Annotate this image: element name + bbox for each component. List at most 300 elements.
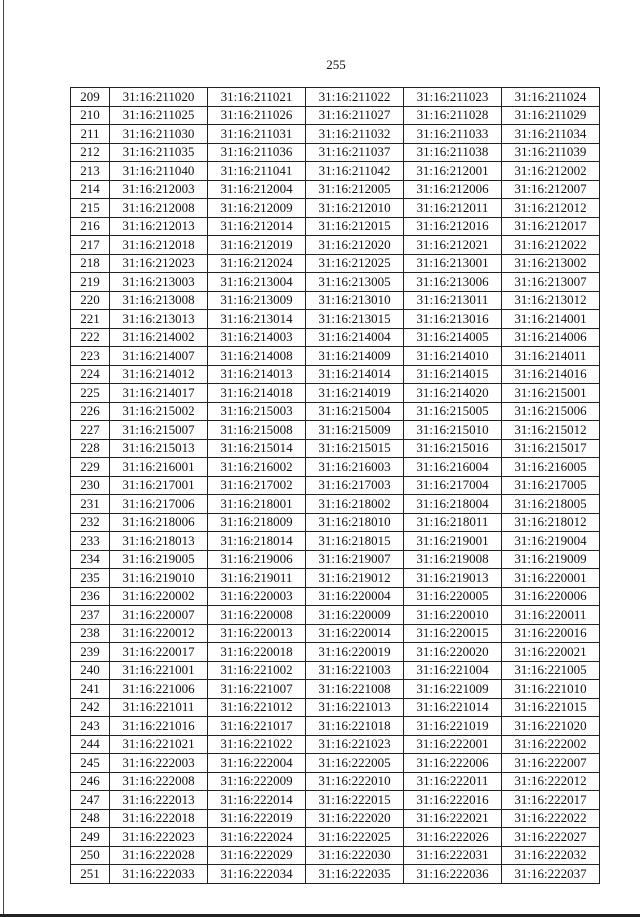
cadastral-number-cell: 31:16:219008 bbox=[404, 550, 502, 569]
cadastral-number-cell: 31:16:218002 bbox=[306, 495, 404, 514]
cadastral-number-cell: 31:16:211025 bbox=[110, 106, 208, 125]
cadastral-number-cell: 31:16:215002 bbox=[110, 402, 208, 421]
row-number-cell: 241 bbox=[71, 680, 110, 699]
cadastral-number-cell: 31:16:221010 bbox=[502, 680, 600, 699]
cadastral-number-cell: 31:16:215012 bbox=[502, 421, 600, 440]
cadastral-number-cell: 31:16:211033 bbox=[404, 125, 502, 144]
cadastral-number-cell: 31:16:214014 bbox=[306, 365, 404, 384]
cadastral-number-cell: 31:16:221004 bbox=[404, 661, 502, 680]
cadastral-number-cell: 31:16:214011 bbox=[502, 347, 600, 366]
scan-edge-left bbox=[3, 0, 4, 917]
table-row bbox=[71, 717, 600, 736]
cadastral-number-cell: 31:16:211027 bbox=[306, 106, 404, 125]
cadastral-number-cell: 31:16:215005 bbox=[404, 402, 502, 421]
cadastral-number-cell: 31:16:213006 bbox=[404, 273, 502, 292]
cadastral-number-cell: 31:16:214006 bbox=[502, 328, 600, 347]
cadastral-number-cell: 31:16:211023 bbox=[404, 88, 502, 107]
cadastral-number-cell: 31:16:222002 bbox=[502, 735, 600, 754]
cadastral-number-cell: 31:16:219006 bbox=[208, 550, 306, 569]
cadastral-number-cell: 31:16:211040 bbox=[110, 162, 208, 181]
row-number-cell: 225 bbox=[71, 384, 110, 403]
table-row bbox=[71, 865, 600, 884]
cadastral-number-cell: 31:16:217005 bbox=[502, 476, 600, 495]
cadastral-number-cell: 31:16:211030 bbox=[110, 125, 208, 144]
cadastral-number-cell: 31:16:221021 bbox=[110, 735, 208, 754]
row-number-cell: 234 bbox=[71, 550, 110, 569]
cadastral-number-cell: 31:16:212005 bbox=[306, 180, 404, 199]
cadastral-number-cell: 31:16:211036 bbox=[208, 143, 306, 162]
cadastral-number-cell: 31:16:213004 bbox=[208, 273, 306, 292]
cadastral-number-cell: 31:16:219011 bbox=[208, 569, 306, 588]
cadastral-number-cell: 31:16:219004 bbox=[502, 532, 600, 551]
cadastral-number-cell: 31:16:214020 bbox=[404, 384, 502, 403]
row-number-cell: 251 bbox=[71, 865, 110, 884]
cadastral-number-cell: 31:16:212003 bbox=[110, 180, 208, 199]
table-row bbox=[71, 180, 600, 199]
cadastral-number-cell: 31:16:213013 bbox=[110, 310, 208, 329]
row-number-cell: 226 bbox=[71, 402, 110, 421]
cadastral-number-cell: 31:16:222013 bbox=[110, 791, 208, 810]
cadastral-number-cell: 31:16:214005 bbox=[404, 328, 502, 347]
cadastral-number-cell: 31:16:220007 bbox=[110, 606, 208, 625]
row-number-cell: 223 bbox=[71, 347, 110, 366]
cadastral-number-cell: 31:16:213005 bbox=[306, 273, 404, 292]
table-row bbox=[71, 106, 600, 125]
cadastral-number-cell: 31:16:220016 bbox=[502, 624, 600, 643]
cadastral-number-cell: 31:16:214009 bbox=[306, 347, 404, 366]
cadastral-number-cell: 31:16:213016 bbox=[404, 310, 502, 329]
cadastral-number-cell: 31:16:215008 bbox=[208, 421, 306, 440]
cadastral-number-cell: 31:16:214016 bbox=[502, 365, 600, 384]
table-row bbox=[71, 365, 600, 384]
table-row bbox=[71, 421, 600, 440]
cadastral-number-cell: 31:16:222020 bbox=[306, 809, 404, 828]
cadastral-number-cell: 31:16:211020 bbox=[110, 88, 208, 107]
table-row bbox=[71, 458, 600, 477]
cadastral-number-cell: 31:16:222022 bbox=[502, 809, 600, 828]
cadastral-number-cell: 31:16:214007 bbox=[110, 347, 208, 366]
row-number-cell: 248 bbox=[71, 809, 110, 828]
cadastral-number-cell: 31:16:212010 bbox=[306, 199, 404, 218]
cadastral-number-cell: 31:16:218011 bbox=[404, 513, 502, 532]
row-number-cell: 245 bbox=[71, 754, 110, 773]
cadastral-number-cell: 31:16:211037 bbox=[306, 143, 404, 162]
cadastral-number-cell: 31:16:213002 bbox=[502, 254, 600, 273]
cadastral-number-cell: 31:16:211039 bbox=[502, 143, 600, 162]
row-number-cell: 244 bbox=[71, 735, 110, 754]
cadastral-number-cell: 31:16:222001 bbox=[404, 735, 502, 754]
cadastral-number-cell: 31:16:220001 bbox=[502, 569, 600, 588]
cadastral-number-cell: 31:16:222005 bbox=[306, 754, 404, 773]
table-row bbox=[71, 791, 600, 810]
table-row bbox=[71, 291, 600, 310]
cadastral-number-cell: 31:16:212017 bbox=[502, 217, 600, 236]
cadastral-number-cell: 31:16:220018 bbox=[208, 643, 306, 662]
cadastral-number-cell: 31:16:220017 bbox=[110, 643, 208, 662]
table-row bbox=[71, 661, 600, 680]
cadastral-number-cell: 31:16:216004 bbox=[404, 458, 502, 477]
cadastral-number-cell: 31:16:222006 bbox=[404, 754, 502, 773]
cadastral-number-cell: 31:16:214004 bbox=[306, 328, 404, 347]
row-number-cell: 213 bbox=[71, 162, 110, 181]
cadastral-number-cell: 31:16:219009 bbox=[502, 550, 600, 569]
cadastral-number-cell: 31:16:221006 bbox=[110, 680, 208, 699]
cadastral-number-cell: 31:16:213010 bbox=[306, 291, 404, 310]
cadastral-number-cell: 31:16:220002 bbox=[110, 587, 208, 606]
cadastral-number-cell: 31:16:222014 bbox=[208, 791, 306, 810]
cadastral-number-cell: 31:16:213015 bbox=[306, 310, 404, 329]
cadastral-number-cell: 31:16:222025 bbox=[306, 828, 404, 847]
table-row bbox=[71, 88, 600, 107]
cadastral-number-cell: 31:16:222021 bbox=[404, 809, 502, 828]
row-number-cell: 211 bbox=[71, 125, 110, 144]
cadastral-number-cell: 31:16:211029 bbox=[502, 106, 600, 125]
row-number-cell: 233 bbox=[71, 532, 110, 551]
cadastral-number-cell: 31:16:214018 bbox=[208, 384, 306, 403]
cadastral-number-cell: 31:16:222008 bbox=[110, 772, 208, 791]
cadastral-number-cell: 31:16:213001 bbox=[404, 254, 502, 273]
cadastral-number-cell: 31:16:211024 bbox=[502, 88, 600, 107]
cadastral-number-cell: 31:16:214015 bbox=[404, 365, 502, 384]
cadastral-number-cell: 31:16:214019 bbox=[306, 384, 404, 403]
cadastral-number-cell: 31:16:217003 bbox=[306, 476, 404, 495]
cadastral-number-cell: 31:16:221014 bbox=[404, 698, 502, 717]
cadastral-number-cell: 31:16:218010 bbox=[306, 513, 404, 532]
cadastral-number-cell: 31:16:220020 bbox=[404, 643, 502, 662]
table-row bbox=[71, 495, 600, 514]
table-row bbox=[71, 606, 600, 625]
row-number-cell: 220 bbox=[71, 291, 110, 310]
cadastral-number-cell: 31:16:222027 bbox=[502, 828, 600, 847]
table-row bbox=[71, 809, 600, 828]
cadastral-number-cell: 31:16:211021 bbox=[208, 88, 306, 107]
cadastral-number-cell: 31:16:214017 bbox=[110, 384, 208, 403]
cadastral-number-cell: 31:16:213008 bbox=[110, 291, 208, 310]
cadastral-number-cell: 31:16:221005 bbox=[502, 661, 600, 680]
cadastral-number-cell: 31:16:220009 bbox=[306, 606, 404, 625]
cadastral-number-cell: 31:16:212022 bbox=[502, 236, 600, 255]
cadastral-number-cell: 31:16:216005 bbox=[502, 458, 600, 477]
cadastral-number-cell: 31:16:212013 bbox=[110, 217, 208, 236]
table-row bbox=[71, 143, 600, 162]
cadastral-number-cell: 31:16:222009 bbox=[208, 772, 306, 791]
row-number-cell: 228 bbox=[71, 439, 110, 458]
cadastral-number-cell: 31:16:212023 bbox=[110, 254, 208, 273]
row-number-cell: 240 bbox=[71, 661, 110, 680]
cadastral-number-cell: 31:16:220013 bbox=[208, 624, 306, 643]
cadastral-number-cell: 31:16:222023 bbox=[110, 828, 208, 847]
row-number-cell: 219 bbox=[71, 273, 110, 292]
cadastral-number-cell: 31:16:212024 bbox=[208, 254, 306, 273]
cadastral-number-cell: 31:16:222012 bbox=[502, 772, 600, 791]
cadastral-number-cell: 31:16:222031 bbox=[404, 846, 502, 865]
cadastral-number-cell: 31:16:213012 bbox=[502, 291, 600, 310]
cadastral-number-cell: 31:16:222007 bbox=[502, 754, 600, 773]
cadastral-number-cell: 31:16:212015 bbox=[306, 217, 404, 236]
cadastral-number-cell: 31:16:212011 bbox=[404, 199, 502, 218]
cadastral-number-cell: 31:16:215010 bbox=[404, 421, 502, 440]
cadastral-number-cell: 31:16:222032 bbox=[502, 846, 600, 865]
cadastral-number-cell: 31:16:218012 bbox=[502, 513, 600, 532]
cadastral-number-cell: 31:16:212020 bbox=[306, 236, 404, 255]
table-row bbox=[71, 735, 600, 754]
row-number-cell: 243 bbox=[71, 717, 110, 736]
cadastral-number-cell: 31:16:222037 bbox=[502, 865, 600, 884]
cadastral-number-cell: 31:16:211028 bbox=[404, 106, 502, 125]
table-row bbox=[71, 310, 600, 329]
cadastral-number-cell: 31:16:216001 bbox=[110, 458, 208, 477]
cadastral-number-cell: 31:16:220012 bbox=[110, 624, 208, 643]
cadastral-number-cell: 31:16:211031 bbox=[208, 125, 306, 144]
cadastral-number-cell: 31:16:213009 bbox=[208, 291, 306, 310]
cadastral-number-cell: 31:16:222034 bbox=[208, 865, 306, 884]
cadastral-number-cell: 31:16:221009 bbox=[404, 680, 502, 699]
row-number-cell: 215 bbox=[71, 199, 110, 218]
cadastral-number-cell: 31:16:220014 bbox=[306, 624, 404, 643]
cadastral-number-cell: 31:16:213014 bbox=[208, 310, 306, 329]
row-number-cell: 247 bbox=[71, 791, 110, 810]
cadastral-number-cell: 31:16:212021 bbox=[404, 236, 502, 255]
cadastral-number-cell: 31:16:211041 bbox=[208, 162, 306, 181]
table-row bbox=[71, 439, 600, 458]
cadastral-number-cell: 31:16:213007 bbox=[502, 273, 600, 292]
page-number: 255 bbox=[326, 57, 346, 72]
cadastral-number-cell: 31:16:214001 bbox=[502, 310, 600, 329]
row-number-cell: 217 bbox=[71, 236, 110, 255]
cadastral-number-cell: 31:16:222004 bbox=[208, 754, 306, 773]
row-number-cell: 250 bbox=[71, 846, 110, 865]
cadastral-number-cell: 31:16:217004 bbox=[404, 476, 502, 495]
cadastral-table-body bbox=[71, 88, 600, 884]
table-row bbox=[71, 402, 600, 421]
row-number-cell: 224 bbox=[71, 365, 110, 384]
cadastral-number-cell: 31:16:222036 bbox=[404, 865, 502, 884]
cadastral-number-cell: 31:16:211038 bbox=[404, 143, 502, 162]
cadastral-number-cell: 31:16:212019 bbox=[208, 236, 306, 255]
row-number-cell: 246 bbox=[71, 772, 110, 791]
row-number-cell: 209 bbox=[71, 88, 110, 107]
cadastral-number-cell: 31:16:219010 bbox=[110, 569, 208, 588]
cadastral-number-cell: 31:16:215003 bbox=[208, 402, 306, 421]
table-row bbox=[71, 532, 600, 551]
cadastral-number-cell: 31:16:211032 bbox=[306, 125, 404, 144]
table-row bbox=[71, 273, 600, 292]
row-number-cell: 231 bbox=[71, 495, 110, 514]
cadastral-number-cell: 31:16:212007 bbox=[502, 180, 600, 199]
row-number-cell: 249 bbox=[71, 828, 110, 847]
row-number-cell: 230 bbox=[71, 476, 110, 495]
cadastral-number-cell: 31:16:218001 bbox=[208, 495, 306, 514]
cadastral-number-cell: 31:16:218005 bbox=[502, 495, 600, 514]
table-row bbox=[71, 624, 600, 643]
table-row bbox=[71, 550, 600, 569]
cadastral-number-cell: 31:16:214008 bbox=[208, 347, 306, 366]
table-row bbox=[71, 328, 600, 347]
cadastral-number-cell: 31:16:220006 bbox=[502, 587, 600, 606]
cadastral-number-cell: 31:16:211034 bbox=[502, 125, 600, 144]
cadastral-number-cell: 31:16:214010 bbox=[404, 347, 502, 366]
cadastral-number-cell: 31:16:213003 bbox=[110, 273, 208, 292]
cadastral-number-cell: 31:16:222030 bbox=[306, 846, 404, 865]
cadastral-number-cell: 31:16:221011 bbox=[110, 698, 208, 717]
row-number-cell: 214 bbox=[71, 180, 110, 199]
cadastral-number-cell: 31:16:214003 bbox=[208, 328, 306, 347]
cadastral-number-cell: 31:16:212016 bbox=[404, 217, 502, 236]
table-row bbox=[71, 125, 600, 144]
row-number-cell: 210 bbox=[71, 106, 110, 125]
cadastral-number-cell: 31:16:217002 bbox=[208, 476, 306, 495]
cadastral-number-cell: 31:16:221001 bbox=[110, 661, 208, 680]
cadastral-number-cell: 31:16:212014 bbox=[208, 217, 306, 236]
cadastral-number-cell: 31:16:215015 bbox=[306, 439, 404, 458]
cadastral-number-cell: 31:16:221020 bbox=[502, 717, 600, 736]
cadastral-number-cell: 31:16:214002 bbox=[110, 328, 208, 347]
cadastral-number-cell: 31:16:212012 bbox=[502, 199, 600, 218]
row-number-cell: 222 bbox=[71, 328, 110, 347]
table-row bbox=[71, 476, 600, 495]
cadastral-number-cell: 31:16:220008 bbox=[208, 606, 306, 625]
cadastral-number-cell: 31:16:218009 bbox=[208, 513, 306, 532]
cadastral-number-cell: 31:16:217006 bbox=[110, 495, 208, 514]
cadastral-number-cell: 31:16:219005 bbox=[110, 550, 208, 569]
row-number-cell: 237 bbox=[71, 606, 110, 625]
table-row bbox=[71, 846, 600, 865]
cadastral-number-cell: 31:16:217001 bbox=[110, 476, 208, 495]
cadastral-number-cell: 31:16:221019 bbox=[404, 717, 502, 736]
row-number-cell: 216 bbox=[71, 217, 110, 236]
table-row bbox=[71, 217, 600, 236]
cadastral-number-cell: 31:16:215006 bbox=[502, 402, 600, 421]
cadastral-number-cell: 31:16:222003 bbox=[110, 754, 208, 773]
cadastral-number-cell: 31:16:222010 bbox=[306, 772, 404, 791]
cadastral-number-cell: 31:16:212018 bbox=[110, 236, 208, 255]
cadastral-number-cell: 31:16:215017 bbox=[502, 439, 600, 458]
cadastral-number-cell: 31:16:212025 bbox=[306, 254, 404, 273]
table-row bbox=[71, 680, 600, 699]
table-row bbox=[71, 828, 600, 847]
cadastral-number-cell: 31:16:212009 bbox=[208, 199, 306, 218]
table-row bbox=[71, 587, 600, 606]
cadastral-number-cell: 31:16:216003 bbox=[306, 458, 404, 477]
cadastral-number-cell: 31:16:222011 bbox=[404, 772, 502, 791]
cadastral-number-cell: 31:16:221007 bbox=[208, 680, 306, 699]
cadastral-number-cell: 31:16:220010 bbox=[404, 606, 502, 625]
row-number-cell: 235 bbox=[71, 569, 110, 588]
cadastral-number-cell: 31:16:213011 bbox=[404, 291, 502, 310]
cadastral-number-cell: 31:16:222019 bbox=[208, 809, 306, 828]
cadastral-number-cell: 31:16:215013 bbox=[110, 439, 208, 458]
table-row bbox=[71, 199, 600, 218]
cadastral-number-cell: 31:16:222015 bbox=[306, 791, 404, 810]
cadastral-number-cell: 31:16:218014 bbox=[208, 532, 306, 551]
cadastral-number-cell: 31:16:215001 bbox=[502, 384, 600, 403]
cadastral-number-cell: 31:16:221012 bbox=[208, 698, 306, 717]
cadastral-number-cell: 31:16:222028 bbox=[110, 846, 208, 865]
row-number-cell: 212 bbox=[71, 143, 110, 162]
cadastral-number-cell: 31:16:222018 bbox=[110, 809, 208, 828]
cadastral-number-cell: 31:16:220003 bbox=[208, 587, 306, 606]
cadastral-number-cell: 31:16:218015 bbox=[306, 532, 404, 551]
cadastral-number-cell: 31:16:219013 bbox=[404, 569, 502, 588]
cadastral-number-cell: 31:16:221002 bbox=[208, 661, 306, 680]
cadastral-number-cell: 31:16:221015 bbox=[502, 698, 600, 717]
table-row bbox=[71, 569, 600, 588]
cadastral-number-cell: 31:16:221023 bbox=[306, 735, 404, 754]
cadastral-number-cell: 31:16:214012 bbox=[110, 365, 208, 384]
cadastral-number-cell: 31:16:211026 bbox=[208, 106, 306, 125]
row-number-cell: 227 bbox=[71, 421, 110, 440]
cadastral-number-cell: 31:16:215014 bbox=[208, 439, 306, 458]
cadastral-number-cell: 31:16:221016 bbox=[110, 717, 208, 736]
row-number-cell: 232 bbox=[71, 513, 110, 532]
cadastral-number-cell: 31:16:219007 bbox=[306, 550, 404, 569]
table-row bbox=[71, 772, 600, 791]
cadastral-number-cell: 31:16:220005 bbox=[404, 587, 502, 606]
cadastral-number-cell: 31:16:212002 bbox=[502, 162, 600, 181]
row-number-cell: 229 bbox=[71, 458, 110, 477]
cadastral-number-cell: 31:16:212001 bbox=[404, 162, 502, 181]
cadastral-number-cell: 31:16:219001 bbox=[404, 532, 502, 551]
cadastral-number-cell: 31:16:211042 bbox=[306, 162, 404, 181]
cadastral-number-cell: 31:16:221017 bbox=[208, 717, 306, 736]
cadastral-number-cell: 31:16:222033 bbox=[110, 865, 208, 884]
cadastral-number-cell: 31:16:221008 bbox=[306, 680, 404, 699]
cadastral-number-cell: 31:16:218006 bbox=[110, 513, 208, 532]
cadastral-number-cell: 31:16:218004 bbox=[404, 495, 502, 514]
table-row bbox=[71, 384, 600, 403]
cadastral-number-cell: 31:16:222016 bbox=[404, 791, 502, 810]
row-number-cell: 236 bbox=[71, 587, 110, 606]
cadastral-number-cell: 31:16:219012 bbox=[306, 569, 404, 588]
table-row bbox=[71, 347, 600, 366]
table-row bbox=[71, 513, 600, 532]
cadastral-number-cell: 31:16:212004 bbox=[208, 180, 306, 199]
table-row bbox=[71, 162, 600, 181]
table-row bbox=[71, 698, 600, 717]
cadastral-number-cell: 31:16:222017 bbox=[502, 791, 600, 810]
table-row bbox=[71, 754, 600, 773]
row-number-cell: 221 bbox=[71, 310, 110, 329]
cadastral-number-cell: 31:16:221013 bbox=[306, 698, 404, 717]
cadastral-number-cell: 31:16:222026 bbox=[404, 828, 502, 847]
cadastral-number-cell: 31:16:220011 bbox=[502, 606, 600, 625]
cadastral-number-cell: 31:16:220004 bbox=[306, 587, 404, 606]
cadastral-number-cell: 31:16:220019 bbox=[306, 643, 404, 662]
cadastral-number-cell: 31:16:215007 bbox=[110, 421, 208, 440]
cadastral-number-cell: 31:16:211035 bbox=[110, 143, 208, 162]
cadastral-number-cell: 31:16:214013 bbox=[208, 365, 306, 384]
table-row bbox=[71, 254, 600, 273]
cadastral-number-cell: 31:16:218013 bbox=[110, 532, 208, 551]
cadastral-number-cell: 31:16:220021 bbox=[502, 643, 600, 662]
cadastral-number-cell: 31:16:222029 bbox=[208, 846, 306, 865]
cadastral-number-cell: 31:16:216002 bbox=[208, 458, 306, 477]
row-number-cell: 218 bbox=[71, 254, 110, 273]
cadastral-number-cell: 31:16:215004 bbox=[306, 402, 404, 421]
cadastral-number-cell: 31:16:221003 bbox=[306, 661, 404, 680]
cadastral-table bbox=[70, 87, 600, 884]
table-row bbox=[71, 236, 600, 255]
row-number-cell: 239 bbox=[71, 643, 110, 662]
cadastral-number-cell: 31:16:215009 bbox=[306, 421, 404, 440]
table-row bbox=[71, 643, 600, 662]
cadastral-number-cell: 31:16:221018 bbox=[306, 717, 404, 736]
row-number-cell: 238 bbox=[71, 624, 110, 643]
cadastral-number-cell: 31:16:222035 bbox=[306, 865, 404, 884]
cadastral-number-cell: 31:16:212008 bbox=[110, 199, 208, 218]
cadastral-number-cell: 31:16:222024 bbox=[208, 828, 306, 847]
row-number-cell: 242 bbox=[71, 698, 110, 717]
